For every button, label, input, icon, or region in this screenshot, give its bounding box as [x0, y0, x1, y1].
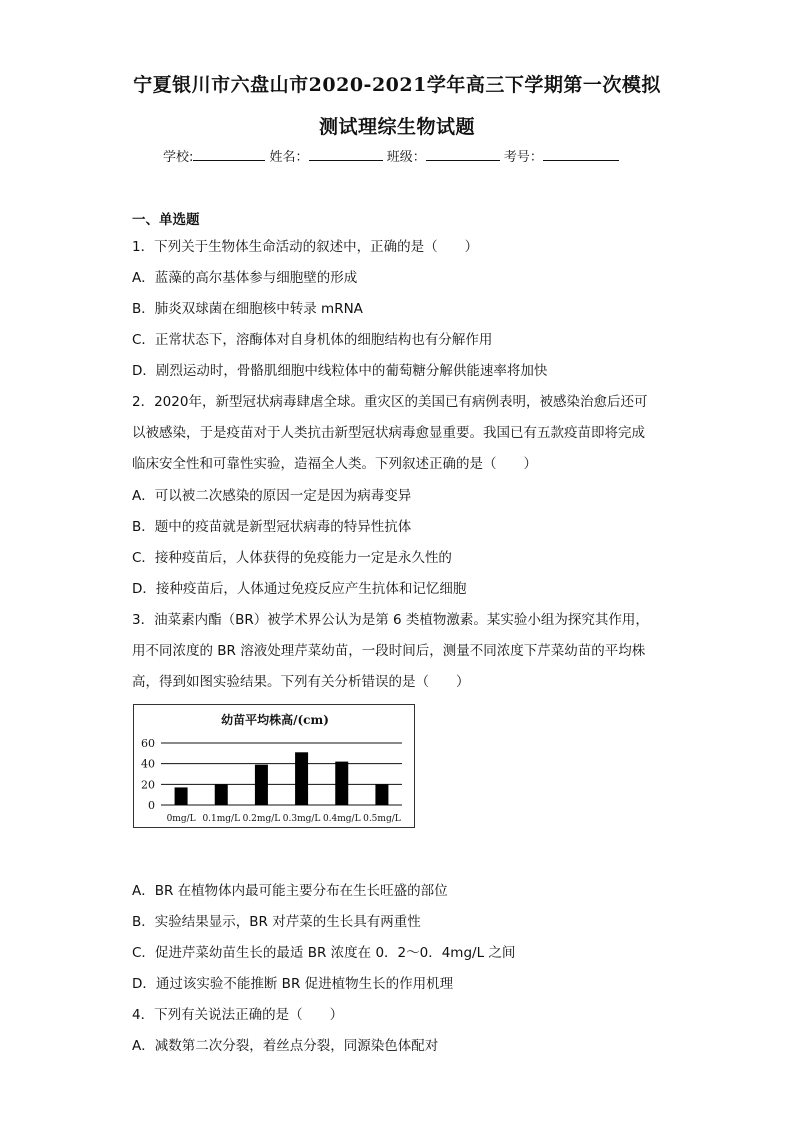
bar [175, 787, 188, 805]
q3-stem-line1: 3．油菜素内酯（BR）被学术界公认为是第 6 类植物激素。某实验小组为探究其作用， [132, 612, 649, 628]
q3-option-b: B．实验结果显示，BR 对芹菜的生长具有两重性 [132, 914, 421, 930]
class-blank[interactable] [426, 148, 500, 161]
x-tick-label: 0.1mg/L [202, 814, 241, 824]
q2-stem-line1: 2．2020年，新型冠状病毒肆虐全球。重灾区的美国已有病例表明，被感染治愈后还可 [132, 394, 648, 410]
q2-option-d: D．接种疫苗后，人体通过免疫反应产生抗体和记忆细胞 [132, 581, 467, 597]
q1-option-d: D．剧烈运动时，骨骼肌细胞中线粒体中的葡萄糖分解供能速率将加快 [132, 363, 548, 379]
q2-option-b: B．题中的疫苗就是新型冠状病毒的特异性抗体 [132, 519, 412, 535]
q1-option-b: B．肺炎双球菌在细胞核中转录 mRNA [132, 301, 363, 317]
id-blank[interactable] [543, 148, 619, 161]
q3-option-a: A．BR 在植物体内最可能主要分布在生长旺盛的部位 [132, 883, 448, 899]
x-tick-label: 0.4mg/L [322, 814, 361, 824]
x-tick-label: 0.3mg/L [282, 814, 321, 824]
q3-option-c: C．促进芹菜幼苗生长的最适 BR 浓度在 0．2～0．4mg/L 之间 [132, 945, 516, 961]
q1-option-c: C．正常状态下，溶酶体对自身机体的细胞结构也有分解作用 [132, 332, 493, 348]
q4-stem: 4．下列有关说法正确的是（ ） [132, 1007, 344, 1023]
x-tick-label: 0.5mg/L [363, 814, 401, 824]
document-title-line2: 测试理综生物试题 [318, 116, 475, 138]
name-label: 姓名： [269, 150, 309, 165]
y-tick-label: 20 [141, 778, 155, 792]
q2-stem-line2: 以被感染，于是疫苗对于人类抗击新型冠状病毒愈显重要。我国已有五款疫苗即将完成 [132, 425, 645, 441]
q3-stem-line3: 高，得到如图实验结果。下列有关分析错误的是（ ） [132, 674, 470, 690]
bar [335, 762, 348, 805]
bar [215, 784, 228, 805]
student-info-row [163, 146, 619, 165]
q1-option-a: A．蓝藻的高尔基体参与细胞壁的形成 [132, 270, 358, 286]
bar [375, 784, 388, 805]
q3-option-d: D．通过该实验不能推断 BR 促进植物生长的作用机理 [132, 976, 454, 992]
x-tick-label: 0mg/L [166, 814, 196, 824]
school-blank[interactable] [193, 148, 265, 161]
bar [255, 765, 268, 805]
id-label: 考号： [503, 150, 543, 165]
chart-title: 幼苗平均株高/(cm) [221, 713, 329, 727]
bar [295, 752, 308, 805]
q4-option-a: A．减数第二次分裂，着丝点分裂，同源染色体配对 [132, 1038, 439, 1054]
bar-chart [133, 704, 415, 828]
class-label: 班级： [386, 150, 426, 165]
q2-option-a: A．可以被二次感染的原因一定是因为病毒变异 [132, 488, 412, 504]
q1-stem: 1．下列关于生物体生命活动的叙述中，正确的是（ ） [132, 239, 479, 255]
name-blank[interactable] [309, 148, 383, 161]
section-heading: 一、单选题 [132, 212, 200, 228]
q2-stem-line3: 临床安全性和可靠性实验，造福全人类。下列叙述正确的是（ ） [132, 456, 537, 472]
school-label: 学校: [163, 150, 194, 165]
document-title-line1: 宁夏银川市六盘山市2020-2021学年高三下学期第一次模拟 [133, 74, 661, 96]
y-tick-label: 40 [141, 757, 155, 771]
q2-option-c: C．接种疫苗后，人体获得的免疫能力一定是永久性的 [132, 550, 452, 566]
x-tick-label: 0.2mg/L [242, 814, 281, 824]
y-tick-label: 0 [148, 799, 155, 812]
q3-stem-line2: 用不同浓度的 BR 溶液处理芹菜幼苗，一段时间后，测量不同浓度下芹菜幼苗的平均株 [132, 643, 646, 659]
bar-chart-svg [134, 705, 416, 829]
y-tick-label: 60 [141, 737, 155, 750]
